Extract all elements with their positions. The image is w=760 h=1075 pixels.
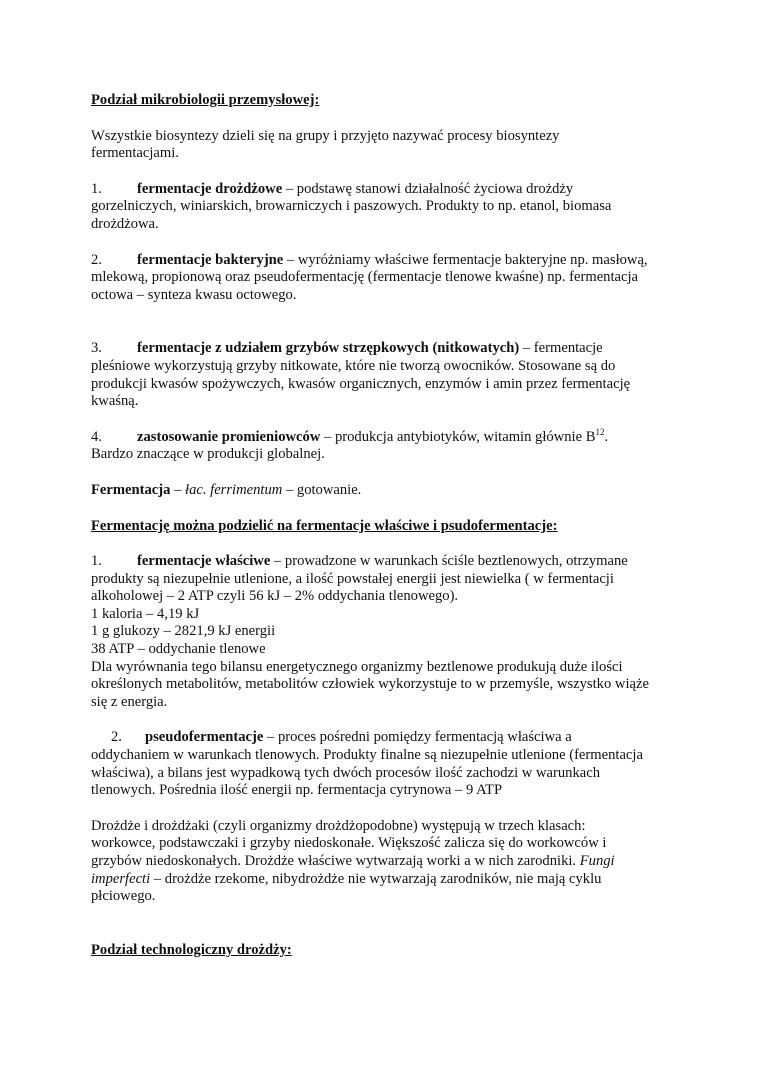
heading-podzial-mikrobiologii: Podział mikrobiologii przemysłowej: (91, 92, 320, 108)
latin-term: łac. ferrimentum (185, 481, 283, 498)
list-item-4 (91, 426, 651, 464)
dash: – (170, 481, 186, 498)
description-cont: . Bardzo znaczące w produkcji globalnej. (91, 428, 609, 463)
description: – fermentacje pleśniowe wykorzystują grzyby nitkowate, które nie tworzą owocników. Stosowane są do produkcji kwasów spożywczych, kwasów organicznych, enzymów i amin przez fermentację kwaśną. (91, 340, 631, 410)
energy-line-1: 1 kaloria – 4,19 kJ (91, 605, 200, 622)
list-item-2 (91, 252, 651, 305)
list-number: 3. (91, 340, 102, 357)
term: fermentacje bakteryjne (137, 251, 284, 268)
term: fermentacje właściwe (137, 553, 271, 570)
section2-item-1 (91, 553, 651, 606)
list-number: 4. (91, 428, 102, 445)
list-number: 1. (91, 553, 102, 570)
list-number: 1. (91, 180, 102, 197)
paragraph-rest: – drożdże rzekome, nibydrożdże nie wytwarzają zarodników, nie mają cyklu płciowego. (91, 870, 602, 905)
document-page (91, 92, 651, 959)
energy-line-2: 1 g glukozy – 2821,9 kJ energii (91, 623, 276, 640)
list-item-1 (91, 181, 651, 234)
fermentacja-definition (91, 482, 651, 500)
superscript: 12 (595, 426, 605, 437)
description: – produkcja antybiotyków, witamin głównie B (320, 428, 596, 445)
intro-paragraph: Wszystkie biosyntezy dzieli się na grupy i przyjęto nazywać procesy biosyntezy fermentacjami. (91, 127, 560, 162)
list-number: 2. (111, 729, 122, 746)
description: – prowadzone w warunkach ściśle beztlenowych, otrzymane produkty są niezupełnie utlenione, a ilość powstałej energii jest niewielka ( w fermentacji alkoholowej – 2 ATP czyli 56 kJ – 2% oddychania tlenowego). (91, 553, 628, 605)
definition-rest: – gotowanie. (282, 481, 362, 498)
term: zastosowanie promieniowców (137, 428, 321, 445)
heading-fermentacje-podzial: Fermentację można podzielić na fermentacje właściwe i psudofermentacje: (91, 517, 558, 534)
term: fermentacje drożdżowe (137, 180, 283, 197)
list-number: 2. (91, 251, 102, 268)
section2-item-2 (91, 729, 651, 799)
description: – podstawę stanowi działalność życiowa drożdży gorzelniczych, winiarskich, browarniczych i paszowych. Produkty to np. etanol, biomasa drożdżowa. (91, 180, 612, 232)
paragraph-text: Drożdże i drożdżaki (czyli organizmy drożdżopodobne) występują w trzech klasach: workowce, podstawczaki i grzyby niedoskonałe. Większość zalicza się do workowców i grzybów niedoskonałych. Drożdże właściwe wytwarzają worki a w nich zarodniki. (91, 817, 607, 869)
list-item-3 (91, 340, 651, 410)
latin-term: Fungi imperfecti (91, 853, 615, 887)
description: – proces pośredni pomiędzy fermentacją właściwa a oddychaniem w warunkach tlenowych. Produkty finalne są niezupełnie utlenione (fermentacja właściwa), a bilans jest wypadkową tych dwóch procesów ilość zachodzi w warunkach tlenowych. Pośrednia ilość energii np. fermentacja cytrynowa – 9 ATP (91, 729, 643, 799)
description: – wyróżniamy właściwe fermentacje bakteryjne np. masłową, mlekową, propionową oraz pseudofermentację (fermentacje tlenowe kwaśne) np. fermentacja octowa – synteza kwasu octowego. (91, 251, 648, 303)
drozdze-paragraph (91, 818, 651, 906)
term: Fermentacja (91, 481, 171, 498)
term: fermentacje z udziałem grzybów strzępkowych (nitkowatych) (137, 340, 520, 357)
energy-line-3: 38 ATP – oddychanie tlenowe (91, 641, 266, 658)
heading-podzial-technologiczny: Podział technologiczny drożdży: (91, 941, 292, 958)
energy-summary: Dla wyrównania tego bilansu energetycznego organizmy beztlenowe produkują duże ilości określonych metabolitów, metabolitów człowiek wykorzystuje to w przemyśle, wszystko wiąże się z energia. (91, 658, 649, 710)
term: pseudofermentacje (145, 729, 264, 746)
